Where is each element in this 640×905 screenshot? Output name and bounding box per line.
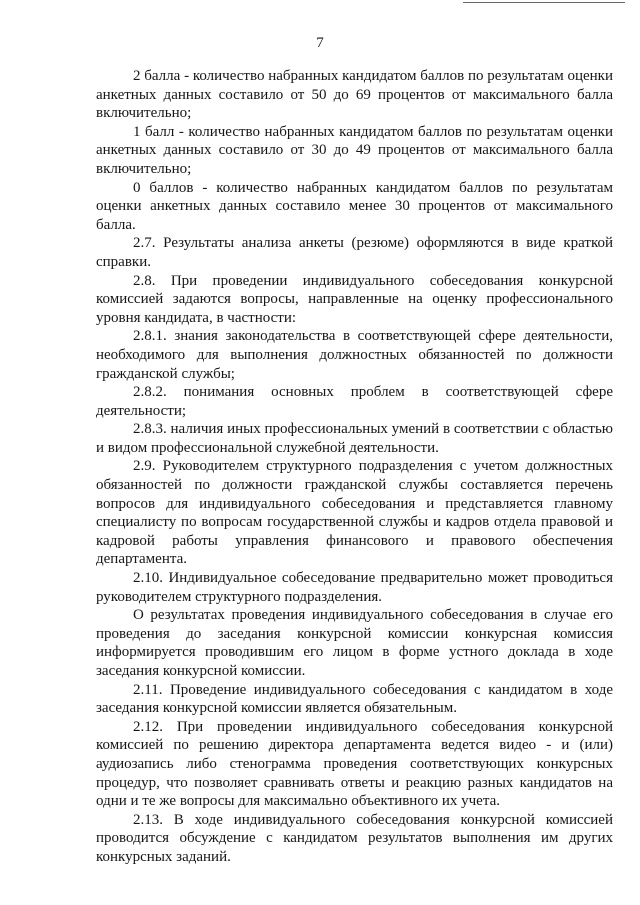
paragraph-2-8: 2.8. При проведении индивидуального собеседования конкурсной комиссией задаются вопросы, направленные на оценку профессионального уровня кандидата, в частности: — [96, 272, 613, 326]
paragraph-2-10: 2.10. Индивидуальное собеседование предварительно может проводиться руководителем структурного подразделения. — [96, 570, 613, 605]
paragraph-points-0: 0 баллов - количество набранных кандидатом баллов по результатам оценки анкетных данных составило менее 30 процентов от максимального балла. — [96, 179, 613, 233]
paragraph-2-9: 2.9. Руководителем структурного подразделения с учетом должностных обязанностей по должности гражданской службы составляется перечень вопросов для индивидуального собеседования и представляется главному специалисту по вопросам государственной службы и кадров отдела правовой и кадровой работы управления финансового и правового обеспечения департамента. — [96, 458, 613, 568]
paragraph-2-13: 2.13. В ходе индивидуального собеседования конкурсной комиссией проводится обсуждение с кандидатом результатов выполнения им других конкурсных заданий. — [96, 811, 613, 865]
top-edge-line — [463, 2, 625, 3]
paragraph-2-12: 2.12. При проведении индивидуального собеседования конкурсной комиссией по решению директора департамента ведется видео - и (или) аудиозапись либо стенограмма проведения соответствующих конкурсных процедур, что позволяет сравнивать ответы и реакцию разных кандидатов на одни и те же вопросы для максимально объективного их учета. — [96, 718, 613, 810]
paragraph-2-8-1: 2.8.1. знания законодательства в соответствующей сфере деятельности, необходимого для выполнения должностных обязанностей по должности гражданской службы; — [96, 328, 613, 382]
paragraph-points-2: 2 балла - количество набранных кандидатом баллов по результатам оценки анкетных данных составило от 50 до 69 процентов от максимального балла включительно; — [96, 68, 613, 122]
document-body — [96, 67, 613, 867]
paragraph-2-11: 2.11. Проведение индивидуального собеседования с кандидатом в ходе заседания конкурсной комиссии является обязательным. — [96, 681, 613, 717]
paragraph-2-7: 2.7. Результаты анализа анкеты (резюме) оформляются в виде краткой справки. — [96, 235, 613, 270]
paragraph-points-1: 1 балл - количество набранных кандидатом баллов по результатам оценки анкетных данных составило от 30 до 49 процентов от максимального балла включительно; — [96, 123, 613, 177]
paragraph-2-8-3: 2.8.3. наличия иных профессиональных умений в соответствии с областью и видом профессиональной служебной деятельности. — [96, 421, 613, 456]
paragraph-2-8-2: 2.8.2. понимания основных проблем в соответствующей сфере деятельности; — [96, 384, 613, 419]
paragraph-interview-results: О результатах проведения индивидуального собеседования в случае его проведения до заседания конкурсной комиссии конкурсная комиссия информируется проводившим его лицом в форме устного доклада в ходе заседания конкурсной комиссии. — [96, 607, 613, 679]
page-number: 7 — [316, 35, 324, 51]
